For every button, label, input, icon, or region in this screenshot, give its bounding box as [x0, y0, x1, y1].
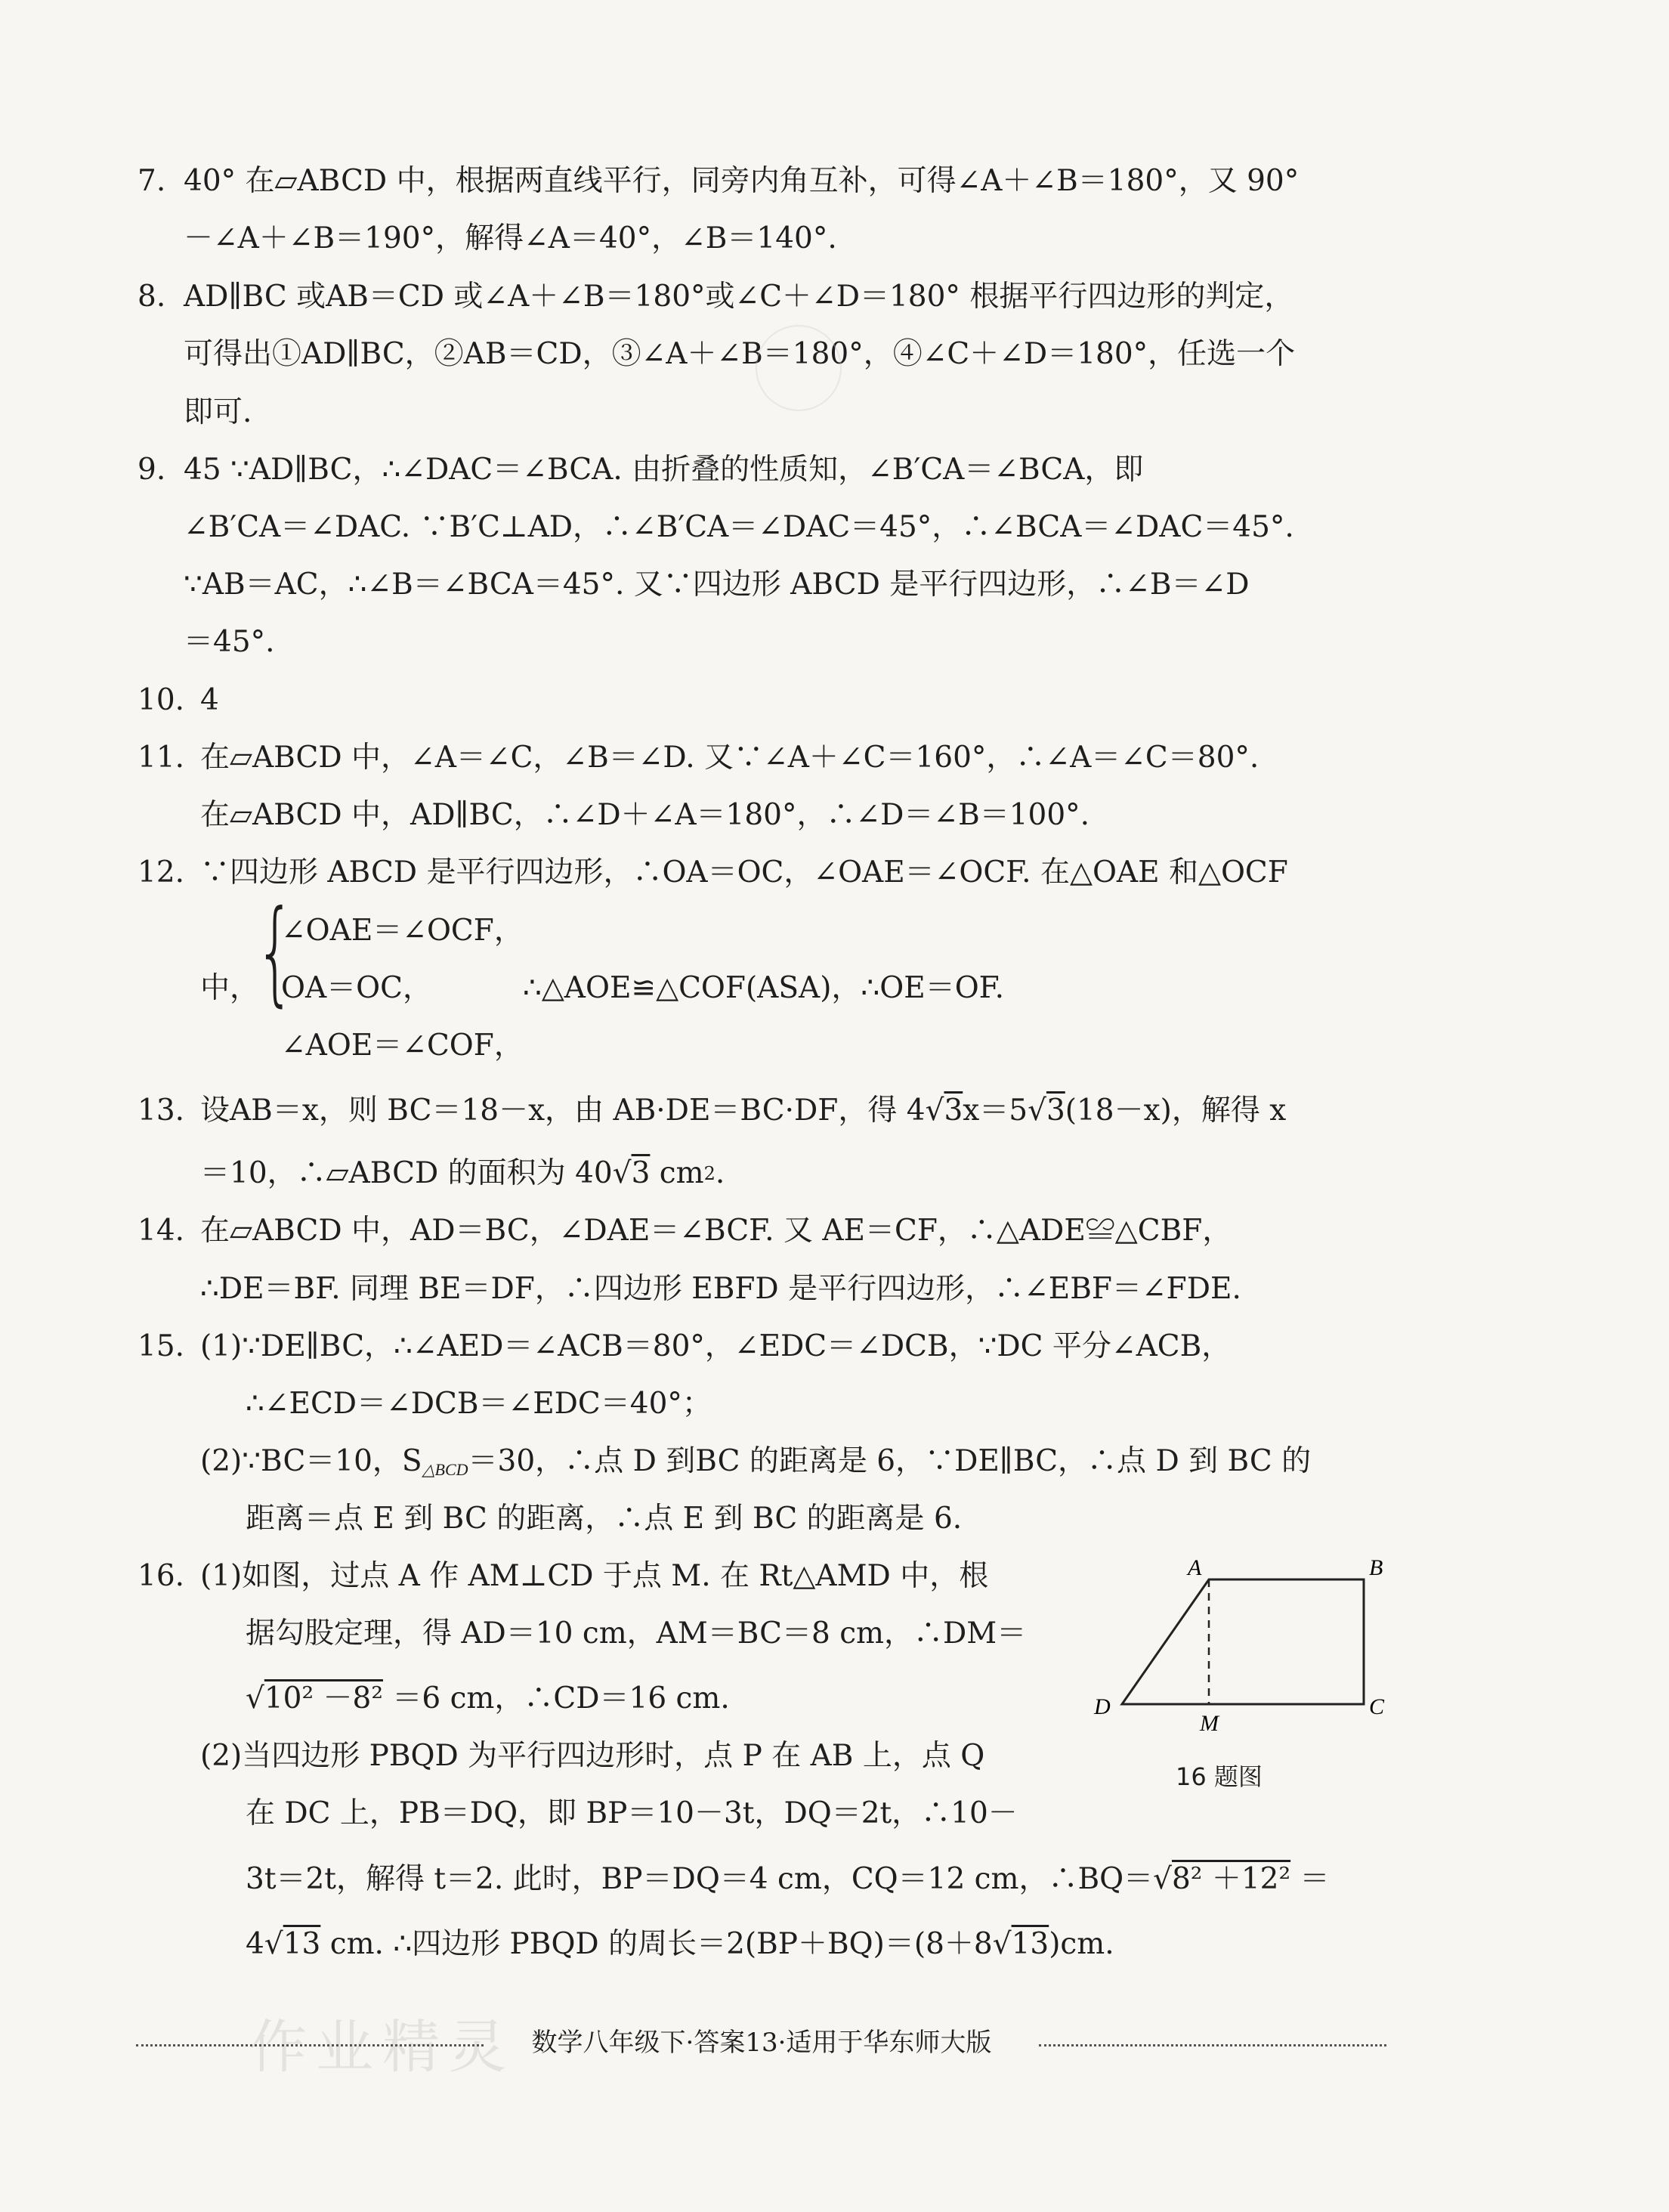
- q14-line2: ∴DE＝BF. 同理 BE＝DF，∴四边形 EBFD 是平行四边形，∴∠EBF＝∠FDE.: [200, 1272, 1241, 1306]
- trapezoid-figure: [1088, 1549, 1405, 1746]
- q15-text-b: ＝30，∴点 D 到BC 的距离是 6，∵DE∥BC，∴点 D 到 BC 的: [468, 1444, 1312, 1478]
- q13-line2: [200, 1155, 725, 1192]
- q8-line1: AD∥BC 或AB＝CD 或∠A＋∠B＝180°或∠C＋∠D＝180° 根据平行四边形的判定，: [184, 280, 1294, 314]
- q16-text-7a: 4: [246, 1927, 264, 1961]
- q13-number: 13.: [138, 1094, 185, 1128]
- q11-line2: 在▱ABCD 中，AD∥BC，∴∠D＋∠A＝180°，∴∠D＝∠B＝100°.: [200, 798, 1090, 832]
- q13-text-b: x＝5: [963, 1094, 1028, 1128]
- stamp-mark: [756, 325, 842, 411]
- q13-radicand-c: 3: [631, 1156, 651, 1190]
- q16-text-6a: 3t＝2t，解得 t＝2. 此时，BP＝DQ＝4 cm，CQ＝12 cm，∴BQ＝: [246, 1862, 1154, 1896]
- q11-line1: 在▱ABCD 中，∠A＝∠C，∠B＝∠D. 又∵∠A＋∠C＝160°，∴∠A＝∠C＝80°.: [200, 741, 1259, 775]
- label-m: M: [1200, 1711, 1219, 1736]
- q9-line3: ∵AB＝AC，∴∠B＝∠BCA＝45°. 又∵四边形 ABCD 是平行四边形，∴∠B＝∠D: [184, 568, 1250, 602]
- watermark: 作业精灵: [249, 2013, 515, 2081]
- q16-text-7c: )cm.: [1049, 1927, 1114, 1961]
- trapezoid-outline: [1122, 1579, 1364, 1704]
- q14-number: 14.: [138, 1214, 185, 1248]
- q8-line3: 即可.: [184, 395, 252, 429]
- label-d: D: [1094, 1694, 1111, 1719]
- q16-text-3: ＝6 cm，∴CD＝16 cm.: [382, 1681, 730, 1715]
- q9-line4: ＝45°.: [184, 625, 275, 659]
- q13-text-d: ＝10，∴▱ABCD 的面积为 40: [200, 1156, 613, 1190]
- q12-line1: ∵四边形 ABCD 是平行四边形，∴OA＝OC，∠OAE＝∠OCF. 在△OAE 和△OCF: [200, 855, 1288, 889]
- q16-radicand-2: 8² ＋12²: [1171, 1862, 1291, 1896]
- q15-line1: (1)∵DE∥BC，∴∠AED＝∠ACB＝80°，∠EDC＝∠DCB，∵DC 平分∠ACB，: [200, 1329, 1232, 1363]
- q10-number: 10.: [138, 683, 185, 717]
- footer-text: 数学八年级下·答案13·适用于华东师大版: [531, 2028, 992, 2058]
- q13-square: 2: [703, 1163, 716, 1184]
- q8-line2: 可得出①AD∥BC，②AB＝CD，③∠A＋∠B＝180°，④∠C＋∠D＝180°，任选一个: [184, 337, 1296, 371]
- q12-cond2: OA＝OC，: [281, 971, 432, 1005]
- sqrt-sign: √: [925, 1094, 944, 1128]
- sqrt-sign: √: [1028, 1094, 1046, 1128]
- q14-line1: 在▱ABCD 中，AD＝BC，∠DAE＝∠BCF. 又 AE＝CF，∴△ADE≌△CBF，: [200, 1214, 1232, 1248]
- q13-unit: cm: [650, 1156, 704, 1190]
- q16-line5: 在 DC 上，PB＝DQ，即 BP＝10－3t，DQ＝2t，∴10－: [246, 1796, 1018, 1830]
- footer-dots-right: [1039, 2044, 1386, 2046]
- q13-radicand-a: 3: [944, 1094, 963, 1128]
- q7-line1: 40° 在▱ABCD 中，根据两直线平行，同旁内角互补，可得∠A＋∠B＝180°，又 90°: [184, 164, 1300, 198]
- q13-period: .: [715, 1156, 725, 1190]
- sqrt-sign: √: [246, 1681, 264, 1715]
- sqrt-sign: √: [612, 1156, 632, 1190]
- q7-number: 7.: [138, 164, 166, 198]
- q16-line6: [246, 1861, 1330, 1898]
- q13-line1: [200, 1093, 1286, 1129]
- label-c: C: [1369, 1694, 1385, 1719]
- sqrt-sign: √: [1153, 1862, 1172, 1896]
- q16-line1: (1)如图，过点 A 作 AM⊥CD 于点 M. 在 Rt△AMD 中，根: [200, 1559, 989, 1593]
- q9-line2: ∠B′CA＝∠DAC. ∵B′C⊥AD，∴∠B′CA＝∠DAC＝45°，∴∠BCA＝∠DAC＝45°.: [184, 510, 1294, 544]
- q12-number: 12.: [138, 855, 185, 889]
- q16-line3: [246, 1681, 730, 1717]
- footer-dots-left: [136, 2044, 484, 2046]
- q12-zhong: 中，: [200, 971, 260, 1005]
- q15-line3: [200, 1443, 1311, 1488]
- q15-number: 15.: [138, 1329, 185, 1363]
- q15-line4: 距离＝点 E 到 BC 的距离，∴点 E 到 BC 的距离是 6.: [246, 1502, 963, 1536]
- q16-line4: (2)当四边形 PBQD 为平行四边形时，点 P 在 AB 上，点 Q: [200, 1739, 985, 1773]
- q16-radicand-1: 10² －8²: [264, 1681, 383, 1715]
- q9-number: 9.: [138, 453, 166, 487]
- label-a: A: [1188, 1555, 1202, 1580]
- q12-brace: {: [255, 886, 295, 1018]
- q9-line1: 45 ∵AD∥BC，∴∠DAC＝∠BCA. 由折叠的性质知，∠B′CA＝∠BCA，即: [184, 453, 1144, 487]
- q7-line2: －∠A＋∠B＝190°，解得∠A＝40°，∠B＝140°.: [184, 221, 837, 255]
- page-footer: [136, 2028, 1386, 2058]
- q16-radicand-4: 13: [1011, 1927, 1049, 1961]
- q16-text-6b: ＝: [1290, 1862, 1330, 1896]
- q13-radicand-b: 3: [1046, 1094, 1065, 1128]
- q13-text-a: 设AB＝x，则 BC＝18－x，由 AB·DE＝BC·DF，得 4: [200, 1094, 926, 1128]
- figure-caption: 16 题图: [1176, 1762, 1263, 1791]
- q15-subscript: △BCD: [422, 1460, 468, 1479]
- q8-number: 8.: [138, 280, 166, 314]
- q16-radicand-3: 13: [283, 1927, 321, 1961]
- sqrt-sign: √: [992, 1927, 1012, 1961]
- q16-line2: 据勾股定理，得 AD＝10 cm，AM＝BC＝8 cm，∴DM＝: [246, 1616, 1027, 1650]
- q11-number: 11.: [138, 741, 185, 775]
- q13-text-c: (18－x)，解得 x: [1065, 1094, 1287, 1128]
- label-b: B: [1369, 1555, 1383, 1580]
- q16-text-7b: cm. ∴四边形 PBQD 的周长＝2(BP＋BQ)＝(8＋8: [320, 1927, 993, 1961]
- q12-cond1: ∠OAE＝∠OCF，: [281, 914, 524, 948]
- sqrt-sign: √: [264, 1927, 283, 1961]
- q12-cond3: ∠AOE＝∠COF，: [281, 1029, 524, 1063]
- q15-text-a: (2)∵BC＝10，S: [200, 1444, 422, 1478]
- q16-number: 16.: [138, 1559, 185, 1593]
- q16-line7: [246, 1926, 1114, 1963]
- q12-conclusion: ∴△AOE≌△COF(ASA)，∴OE＝OF.: [523, 971, 1005, 1005]
- q15-line2: ∴∠ECD＝∠DCB＝∠EDC＝40°；: [246, 1387, 712, 1421]
- q10-line1: 4: [200, 683, 219, 717]
